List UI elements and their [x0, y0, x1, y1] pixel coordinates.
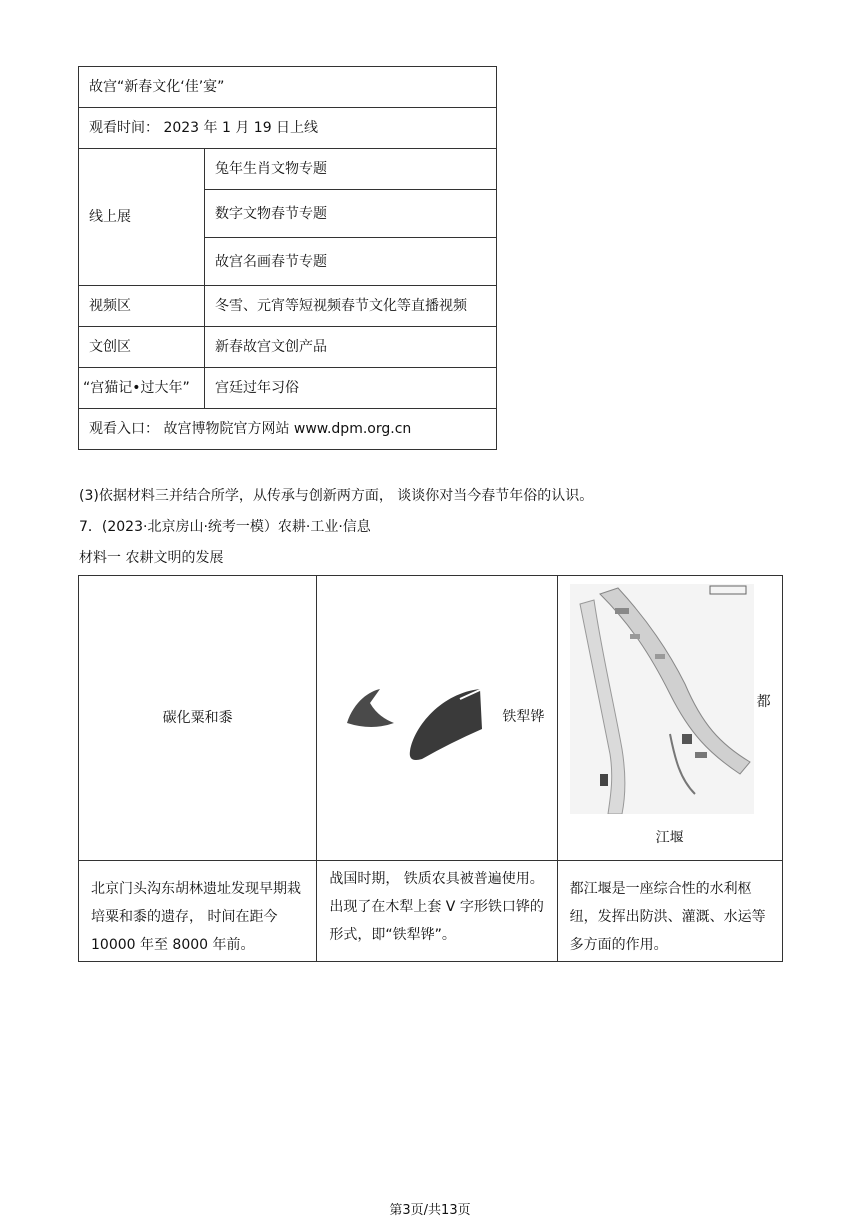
festival-info-table	[78, 66, 497, 450]
viewing-time: 观看时间： 2023 年 1 月 19 日上线	[79, 108, 497, 149]
iron-plowshare-image	[342, 681, 502, 771]
festival-title: 故宫“新春文化‘佳’宴”	[79, 67, 497, 108]
plow-description: 战国时期， 铁质农具被普遍使用。出现了在木犁上套 V 字形铁口铧的形式，即“铁犁铧”。	[317, 861, 557, 962]
material-1-title: 材料一 农耕文明的发展	[79, 550, 224, 566]
video-area-label: 视频区	[79, 286, 205, 327]
online-item: 兔年生肖文物专题	[205, 149, 497, 190]
creative-area-label: 文创区	[79, 327, 205, 368]
millet-description: 北京门头沟东胡林遗址发现早期栽培粟和黍的遗存， 时间在距今 10000 年至 8000 年前。	[79, 861, 317, 962]
dujiangyan-caption-top: 都	[756, 694, 771, 710]
online-exhibit-label: 线上展	[79, 149, 205, 286]
palace-cat-value: 宫廷过年习俗	[205, 368, 497, 409]
agriculture-table	[78, 575, 783, 962]
online-item: 数字文物春节专题	[205, 190, 497, 238]
dujiangyan-caption-bottom: 江堰	[655, 830, 684, 846]
plow-cell	[317, 576, 557, 861]
online-item: 故宫名画春节专题	[205, 238, 497, 286]
viewing-entry: 观看入口： 故宫博物院官方网站 www.dpm.org.cn	[79, 409, 497, 450]
video-area-value: 冬雪、元宵等短视频春节文化等直播视频	[205, 286, 497, 327]
palace-cat-label: “宫猫记•过大年”	[79, 368, 205, 409]
dujiangyan-description: 都江堰是一座综合性的水利枢纽，发挥出防洪、灌溉、水运等多方面的作用。	[557, 861, 782, 962]
creative-area-value: 新春故宫文创产品	[205, 327, 497, 368]
millet-caption: 碳化粟和黍	[162, 710, 233, 726]
dujiangyan-map-image	[570, 584, 754, 814]
question-7: 7．(2023·北京房山·统考一模）农耕·工业·信息	[79, 519, 371, 535]
millet-cell	[79, 576, 317, 861]
question-3: (3)依据材料三并结合所学，从传承与创新两方面， 谈谈你对当今春节年俗的认识。	[79, 488, 594, 504]
page-footer: 第3页/共13页	[389, 1203, 471, 1218]
plow-caption: 铁犁铧	[502, 709, 545, 725]
dujiangyan-cell	[557, 576, 782, 861]
